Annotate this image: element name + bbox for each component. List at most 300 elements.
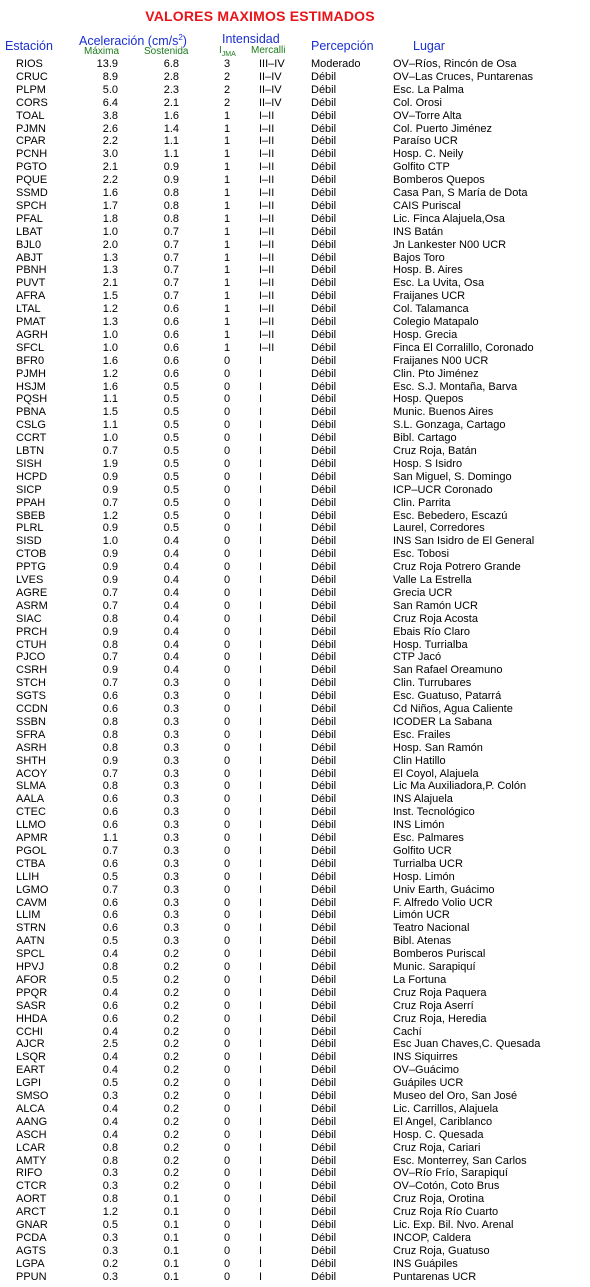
location: INS Batán bbox=[393, 225, 444, 238]
location: Bajos Toro bbox=[393, 251, 445, 264]
location: ICODER La Sabana bbox=[393, 715, 493, 728]
perception: Débil bbox=[311, 1025, 337, 1038]
location: La Fortuna bbox=[393, 973, 447, 986]
table-row bbox=[0, 419, 590, 432]
max-accel: 1.0 bbox=[102, 328, 118, 341]
jma-intensity: 0 bbox=[223, 754, 231, 767]
perception: Débil bbox=[311, 1038, 337, 1051]
max-accel: 0.8 bbox=[102, 638, 118, 651]
perception: Débil bbox=[311, 625, 337, 638]
table-row bbox=[0, 1129, 590, 1142]
jma-intensity: 0 bbox=[223, 999, 231, 1012]
table-row bbox=[0, 768, 590, 781]
station-code: CCHI bbox=[16, 1025, 43, 1038]
sustained-accel: 1.1 bbox=[163, 148, 179, 161]
perception: Débil bbox=[311, 922, 337, 935]
mercalli-intensity: I bbox=[259, 806, 263, 819]
max-accel: 0.6 bbox=[102, 806, 118, 819]
station-code: PGTO bbox=[16, 161, 47, 174]
mercalli-intensity: I bbox=[259, 961, 263, 973]
location: El Coyol, Alajuela bbox=[393, 767, 479, 780]
perception: Débil bbox=[311, 393, 337, 406]
sustained-accel: 0.3 bbox=[163, 922, 179, 935]
sustained-accel: 0.6 bbox=[163, 328, 179, 341]
max-accel: 0.4 bbox=[102, 1051, 118, 1064]
location: Hosp. Limón bbox=[393, 870, 455, 883]
location: Cruz Roja, Heredia bbox=[393, 1012, 487, 1025]
sustained-accel: 0.7 bbox=[163, 225, 179, 238]
station-code: AGTS bbox=[16, 1244, 46, 1257]
page-title: VALORES MAXIMOS ESTIMADOS bbox=[145, 8, 375, 24]
perception: Débil bbox=[311, 1064, 337, 1077]
max-accel: 0.9 bbox=[102, 548, 118, 561]
location: Esc. Tobosi bbox=[393, 548, 450, 561]
max-accel: 1.0 bbox=[102, 225, 118, 238]
location: Museo del Oro, San José bbox=[393, 1090, 518, 1102]
sustained-accel: 0.5 bbox=[163, 496, 179, 509]
mercalli-intensity: I bbox=[259, 1025, 263, 1038]
table-row bbox=[0, 290, 590, 303]
subheader-mercalli: Mercalli bbox=[251, 45, 286, 56]
table-row bbox=[0, 1038, 590, 1051]
max-accel: 8.9 bbox=[102, 70, 118, 83]
mercalli-intensity: I bbox=[259, 1257, 263, 1270]
sustained-accel: 0.2 bbox=[163, 1025, 179, 1038]
mercalli-intensity: I bbox=[259, 1012, 263, 1025]
perception: Débil bbox=[311, 1051, 337, 1064]
location: OV–Ríos, Rincón de Osa bbox=[393, 58, 517, 70]
max-accel: 0.9 bbox=[102, 664, 118, 677]
max-accel: 1.5 bbox=[102, 290, 118, 303]
perception: Débil bbox=[311, 1077, 337, 1090]
location: Inst. Tecnológico bbox=[393, 806, 475, 819]
sustained-accel: 0.2 bbox=[163, 1167, 179, 1180]
table-row bbox=[0, 561, 590, 574]
jma-intensity: 0 bbox=[223, 651, 231, 664]
location: Lic. Exp. Bil. Nvo. Arenal bbox=[393, 1219, 514, 1231]
max-accel: 2.5 bbox=[102, 1038, 118, 1051]
mercalli-intensity: III–IV bbox=[259, 58, 285, 70]
mercalli-intensity: I bbox=[259, 664, 263, 677]
station-code: CORS bbox=[16, 96, 48, 109]
location: S.L. Gonzaga, Cartago bbox=[393, 419, 506, 432]
location: Hosp. Grecia bbox=[393, 328, 458, 341]
jma-intensity: 0 bbox=[223, 690, 231, 703]
location: San Miguel, S. Domingo bbox=[393, 470, 512, 483]
station-code: LLIH bbox=[16, 870, 40, 883]
mercalli-intensity: I bbox=[259, 1270, 263, 1283]
jma-intensity: 0 bbox=[223, 986, 231, 999]
sustained-accel: 0.2 bbox=[163, 1012, 179, 1025]
max-accel: 1.3 bbox=[102, 316, 118, 328]
max-accel: 0.7 bbox=[102, 844, 118, 857]
max-accel: 0.9 bbox=[102, 754, 118, 767]
sustained-accel: 0.2 bbox=[163, 948, 179, 961]
location: OV–Río Frío, Sarapiquí bbox=[393, 1167, 508, 1180]
perception: Débil bbox=[311, 1219, 337, 1231]
max-accel: 0.6 bbox=[102, 793, 118, 806]
jma-intensity: 0 bbox=[223, 1257, 231, 1270]
location: ICP–UCR Coronado bbox=[393, 483, 493, 496]
station-code: HPVJ bbox=[16, 961, 45, 973]
perception: Débil bbox=[311, 1206, 337, 1219]
location: Clin. Parrita bbox=[393, 496, 451, 509]
station-code: HCPD bbox=[16, 470, 48, 483]
table-row bbox=[0, 574, 590, 587]
perception: Débil bbox=[311, 303, 337, 316]
table-row bbox=[0, 1064, 590, 1077]
station-code: PLRL bbox=[16, 522, 44, 535]
station-code: SASR bbox=[16, 999, 46, 1012]
perception: Débil bbox=[311, 973, 337, 986]
table-row bbox=[0, 845, 590, 858]
max-accel: 0.6 bbox=[102, 690, 118, 703]
table-row bbox=[0, 393, 590, 406]
table-row bbox=[0, 497, 590, 510]
station-code: CTEC bbox=[16, 806, 46, 819]
station-code: SFCL bbox=[16, 341, 45, 354]
jma-intensity: 1 bbox=[223, 225, 231, 238]
mercalli-intensity: I–II bbox=[259, 212, 275, 225]
mercalli-intensity: II–IV bbox=[259, 96, 282, 109]
table-row bbox=[0, 1219, 590, 1232]
perception: Débil bbox=[311, 251, 337, 264]
mercalli-intensity: I bbox=[259, 948, 263, 961]
sustained-accel: 2.3 bbox=[163, 83, 179, 96]
jma-intensity: 0 bbox=[223, 1038, 231, 1051]
table-row bbox=[0, 355, 590, 368]
table-row bbox=[0, 1232, 590, 1245]
sustained-accel: 0.4 bbox=[163, 586, 179, 599]
station-code: ABJT bbox=[16, 251, 43, 264]
sustained-accel: 0.2 bbox=[163, 1090, 179, 1102]
station-code: AATN bbox=[16, 935, 45, 948]
jma-intensity: 1 bbox=[223, 174, 231, 187]
sustained-accel: 0.3 bbox=[163, 844, 179, 857]
location: Cruz Roja, Guatuso bbox=[393, 1244, 490, 1257]
perception: Débil bbox=[311, 96, 337, 109]
location: Puntarenas UCR bbox=[393, 1270, 477, 1283]
perception: Débil bbox=[311, 561, 337, 574]
perception: Débil bbox=[311, 896, 337, 909]
mercalli-intensity: I–II bbox=[259, 187, 275, 199]
max-accel: 0.9 bbox=[102, 483, 118, 496]
max-accel: 1.2 bbox=[102, 367, 118, 380]
table-row bbox=[0, 587, 590, 600]
max-accel: 1.0 bbox=[102, 341, 118, 354]
table-row bbox=[0, 1271, 590, 1284]
mercalli-intensity: I bbox=[259, 690, 263, 703]
jma-intensity: 0 bbox=[223, 728, 231, 741]
max-accel: 0.8 bbox=[102, 1141, 118, 1154]
station-code: LSQR bbox=[16, 1051, 46, 1064]
max-accel: 13.9 bbox=[96, 58, 118, 70]
sustained-accel: 0.2 bbox=[163, 1154, 179, 1167]
station-code: CTBA bbox=[16, 857, 46, 870]
location: Esc. Palmares bbox=[393, 832, 464, 844]
max-accel: 0.3 bbox=[102, 1167, 118, 1180]
perception: Débil bbox=[311, 741, 337, 754]
max-accel: 0.6 bbox=[102, 1012, 118, 1025]
mercalli-intensity: I–II bbox=[259, 277, 275, 290]
jma-intensity: 0 bbox=[223, 367, 231, 380]
location: Laurel, Corredores bbox=[393, 522, 485, 535]
perception: Débil bbox=[311, 135, 337, 148]
station-code: PJCO bbox=[16, 651, 46, 664]
max-accel: 0.4 bbox=[102, 1128, 118, 1141]
sustained-accel: 0.5 bbox=[163, 393, 179, 406]
mercalli-intensity: I bbox=[259, 728, 263, 741]
jma-intensity: 1 bbox=[223, 148, 231, 161]
table-row bbox=[0, 793, 590, 806]
mercalli-intensity: I–II bbox=[259, 122, 275, 135]
table-row bbox=[0, 148, 590, 161]
jma-intensity: 0 bbox=[223, 780, 231, 793]
sustained-accel: 0.4 bbox=[163, 651, 179, 664]
jma-intensity: 0 bbox=[223, 522, 231, 535]
location: Golfito CTP bbox=[393, 161, 450, 174]
max-accel: 5.0 bbox=[102, 83, 118, 96]
jma-intensity: 0 bbox=[223, 1154, 231, 1167]
mercalli-intensity: I bbox=[259, 651, 263, 664]
jma-intensity: 0 bbox=[223, 883, 231, 896]
station-code: PJMH bbox=[16, 367, 46, 380]
max-accel: 2.1 bbox=[102, 277, 118, 290]
station-code: ASCH bbox=[16, 1128, 47, 1141]
location: Esc. La Palma bbox=[393, 83, 464, 96]
max-accel: 0.8 bbox=[102, 961, 118, 973]
station-code: SISD bbox=[16, 535, 42, 548]
table-row bbox=[0, 445, 590, 458]
table-row bbox=[0, 484, 590, 497]
mercalli-intensity: I bbox=[259, 1193, 263, 1206]
location: Cruz Roja Potrero Grande bbox=[393, 561, 521, 574]
max-accel: 0.6 bbox=[102, 819, 118, 832]
subheader-ijma-sub: JMA bbox=[221, 51, 236, 58]
location: Bibl. Cartago bbox=[393, 432, 457, 445]
location: Hosp. S Isidro bbox=[393, 457, 463, 470]
table-row bbox=[0, 458, 590, 471]
perception: Débil bbox=[311, 470, 337, 483]
location: Esc. Guatuso, Patarrá bbox=[393, 690, 502, 703]
location: Hosp. San Ramón bbox=[393, 741, 483, 754]
perception: Débil bbox=[311, 328, 337, 341]
sustained-accel: 0.2 bbox=[163, 1077, 179, 1090]
table-row bbox=[0, 135, 590, 148]
table-row bbox=[0, 277, 590, 290]
jma-intensity: 0 bbox=[223, 457, 231, 470]
max-accel: 0.7 bbox=[102, 445, 118, 457]
mercalli-intensity: I–II bbox=[259, 303, 275, 316]
sustained-accel: 0.6 bbox=[163, 354, 179, 367]
mercalli-intensity: II–IV bbox=[259, 83, 282, 96]
mercalli-intensity: I bbox=[259, 522, 263, 535]
sustained-accel: 0.3 bbox=[163, 767, 179, 780]
table-row bbox=[0, 1206, 590, 1219]
table-row bbox=[0, 1090, 590, 1103]
header-aceleracion-text: Aceleración (cm/s bbox=[79, 34, 179, 49]
jma-intensity: 0 bbox=[223, 612, 231, 625]
mercalli-intensity: I bbox=[259, 354, 263, 367]
table-row bbox=[0, 1167, 590, 1180]
perception: Débil bbox=[311, 767, 337, 780]
jma-intensity: 0 bbox=[223, 806, 231, 819]
station-code: PBNH bbox=[16, 264, 47, 277]
mercalli-intensity: I–II bbox=[259, 199, 275, 212]
sustained-accel: 0.7 bbox=[163, 238, 179, 251]
perception: Débil bbox=[311, 1167, 337, 1180]
sustained-accel: 2.1 bbox=[163, 96, 179, 109]
mercalli-intensity: I bbox=[259, 883, 263, 896]
location: Bomberos Puriscal bbox=[393, 948, 486, 961]
table-row bbox=[0, 1155, 590, 1168]
jma-intensity: 1 bbox=[223, 277, 231, 290]
jma-intensity: 1 bbox=[223, 251, 231, 264]
mercalli-intensity: I–II bbox=[259, 251, 275, 264]
jma-intensity: 0 bbox=[223, 664, 231, 677]
mercalli-intensity: I bbox=[259, 1064, 263, 1077]
perception: Débil bbox=[311, 1270, 337, 1283]
perception: Débil bbox=[311, 935, 337, 948]
location: OV–Las Cruces, Puntarenas bbox=[393, 70, 534, 83]
station-code: CSRH bbox=[16, 664, 48, 677]
mercalli-intensity: I bbox=[259, 870, 263, 883]
sustained-accel: 0.3 bbox=[163, 703, 179, 715]
table-row bbox=[0, 264, 590, 277]
sustained-accel: 0.5 bbox=[163, 470, 179, 483]
perception: Débil bbox=[311, 651, 337, 664]
perception: Débil bbox=[311, 844, 337, 857]
perception: Moderado bbox=[311, 58, 361, 70]
sustained-accel: 0.6 bbox=[163, 316, 179, 328]
station-code: AFRA bbox=[16, 290, 46, 303]
jma-intensity: 0 bbox=[223, 638, 231, 651]
jma-intensity: 0 bbox=[223, 1012, 231, 1025]
location: Ebais Río Claro bbox=[393, 625, 471, 638]
mercalli-intensity: I bbox=[259, 1102, 263, 1115]
sustained-accel: 0.6 bbox=[163, 303, 179, 316]
mercalli-intensity: I bbox=[259, 922, 263, 935]
sustained-accel: 0.7 bbox=[163, 290, 179, 303]
mercalli-intensity: I bbox=[259, 819, 263, 832]
max-accel: 0.8 bbox=[102, 1193, 118, 1206]
max-accel: 1.2 bbox=[102, 509, 118, 522]
mercalli-intensity: I bbox=[259, 909, 263, 922]
jma-intensity: 1 bbox=[223, 109, 231, 122]
max-accel: 1.8 bbox=[102, 212, 118, 225]
subheader-sostenida: Sostenida bbox=[144, 46, 189, 57]
location: OV–Torre Alta bbox=[393, 109, 462, 122]
station-code: CRUC bbox=[16, 70, 48, 83]
sustained-accel: 0.3 bbox=[163, 690, 179, 703]
perception: Débil bbox=[311, 174, 337, 187]
location: INS San Isidro de El General bbox=[393, 535, 535, 548]
location: Esc. Monterrey, San Carlos bbox=[393, 1154, 527, 1167]
location: Hosp. Turrialba bbox=[393, 638, 468, 651]
sustained-accel: 0.2 bbox=[163, 1038, 179, 1051]
table-row bbox=[0, 1245, 590, 1258]
sustained-accel: 0.3 bbox=[163, 935, 179, 948]
mercalli-intensity: I–II bbox=[259, 148, 275, 161]
jma-intensity: 0 bbox=[223, 561, 231, 574]
perception: Débil bbox=[311, 806, 337, 819]
perception: Débil bbox=[311, 1193, 337, 1206]
station-code: SSMD bbox=[16, 187, 48, 199]
mercalli-intensity: I bbox=[259, 780, 263, 793]
max-accel: 0.4 bbox=[102, 986, 118, 999]
table-row bbox=[0, 909, 590, 922]
perception: Débil bbox=[311, 883, 337, 896]
table-row bbox=[0, 1000, 590, 1013]
mercalli-intensity: I bbox=[259, 767, 263, 780]
sustained-accel: 0.3 bbox=[163, 909, 179, 922]
table-row bbox=[0, 342, 590, 355]
jma-intensity: 0 bbox=[223, 870, 231, 883]
location: Limón UCR bbox=[393, 909, 450, 922]
location: CAIS Puriscal bbox=[393, 199, 461, 212]
table-row bbox=[0, 303, 590, 316]
mercalli-intensity: I bbox=[259, 548, 263, 561]
perception: Débil bbox=[311, 986, 337, 999]
max-accel: 2.6 bbox=[102, 122, 118, 135]
max-accel: 0.4 bbox=[102, 1025, 118, 1038]
sustained-accel: 0.2 bbox=[163, 961, 179, 973]
sustained-accel: 0.5 bbox=[163, 380, 179, 393]
table-row bbox=[0, 677, 590, 690]
station-code: SGTS bbox=[16, 690, 46, 703]
perception: Débil bbox=[311, 199, 337, 212]
mercalli-intensity: I bbox=[259, 703, 263, 715]
sustained-accel: 0.2 bbox=[163, 1128, 179, 1141]
table-row bbox=[0, 987, 590, 1000]
jma-intensity: 0 bbox=[223, 1193, 231, 1206]
header-lugar: Lugar bbox=[413, 39, 445, 53]
jma-intensity: 0 bbox=[223, 574, 231, 586]
mercalli-intensity: I bbox=[259, 832, 263, 844]
max-accel: 1.2 bbox=[102, 1206, 118, 1219]
mercalli-intensity: I bbox=[259, 844, 263, 857]
max-accel: 0.8 bbox=[102, 612, 118, 625]
location: Esc Juan Chaves,C. Quesada bbox=[393, 1038, 541, 1051]
mercalli-intensity: I bbox=[259, 457, 263, 470]
perception: Débil bbox=[311, 367, 337, 380]
jma-intensity: 0 bbox=[223, 935, 231, 948]
station-code: BFR0 bbox=[16, 354, 45, 367]
station-code: CTOB bbox=[16, 548, 47, 561]
mercalli-intensity: I bbox=[259, 561, 263, 574]
subheader-ijma-main: I bbox=[219, 45, 222, 56]
max-accel: 0.6 bbox=[102, 703, 118, 715]
mercalli-intensity: I–II bbox=[259, 290, 275, 303]
mercalli-intensity: I bbox=[259, 574, 263, 586]
sustained-accel: 0.8 bbox=[163, 199, 179, 212]
jma-intensity: 0 bbox=[223, 715, 231, 728]
location: Jn Lankester N00 UCR bbox=[393, 238, 507, 251]
perception: Débil bbox=[311, 509, 337, 522]
perception: Débil bbox=[311, 612, 337, 625]
max-accel: 0.8 bbox=[102, 741, 118, 754]
perception: Débil bbox=[311, 1090, 337, 1102]
jma-intensity: 3 bbox=[223, 58, 231, 70]
max-accel: 3.8 bbox=[102, 109, 118, 122]
max-accel: 0.9 bbox=[102, 561, 118, 574]
perception: Débil bbox=[311, 406, 337, 419]
station-code: LBAT bbox=[16, 225, 43, 238]
table-row bbox=[0, 1103, 590, 1116]
sustained-accel: 0.6 bbox=[163, 367, 179, 380]
max-accel: 0.5 bbox=[102, 973, 118, 986]
location: Teatro Nacional bbox=[393, 922, 470, 935]
